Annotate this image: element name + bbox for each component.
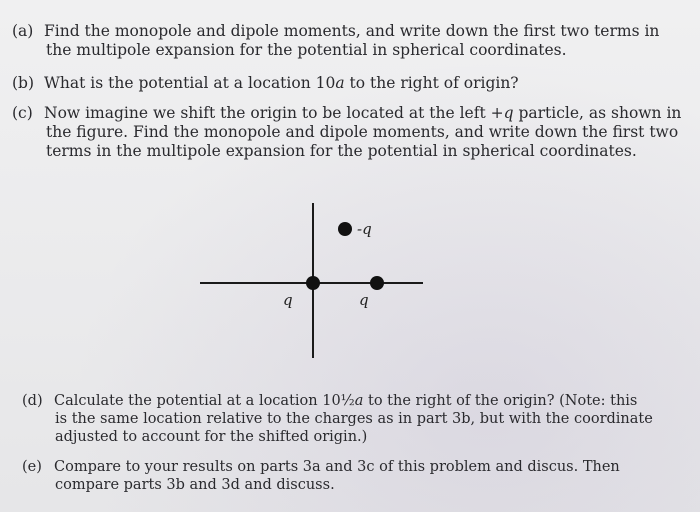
problem-d-var: a: [354, 393, 364, 409]
problem-d-line2: is the same location relative to the charges as in part 3b, but with the coordinate: [55, 411, 653, 427]
problem-b-text-pre: What is the potential at a location 10: [44, 74, 336, 92]
problem-c-var: q: [503, 104, 514, 122]
problem-d-frac: ½: [340, 393, 355, 409]
problem-b-text-post: to the right of origin?: [344, 74, 519, 92]
problem-c-line3: terms in the multipole expansion for the potential in spherical coordinates.: [46, 142, 637, 160]
problem-e-line1: Compare to your results on parts 3a and 3c of this problem and discus. Then: [54, 459, 620, 475]
problem-e-label: (e): [22, 459, 42, 475]
charges-group: [283, 220, 384, 309]
charge-dot-2: [370, 276, 384, 290]
problem-d-line1-post: to the right of the origin? (Note: this: [363, 393, 638, 409]
problem-c-label: (c): [12, 104, 33, 122]
problem-b-var: a: [335, 74, 345, 92]
problem-d-line1-pre: Calculate the potential at a location 10: [54, 393, 341, 409]
charge-dot-0: [338, 222, 352, 236]
problem-e: [22, 458, 682, 494]
problem-a-line2: the multipole expansion for the potential in spherical coordinates.: [46, 41, 567, 59]
problem-c-line1-pre: Now imagine we shift the origin to be located at the left +: [44, 104, 504, 122]
charge-dot-1: [306, 276, 320, 290]
charge-label-1: q: [283, 291, 293, 309]
problem-d-line3: adjusted to account for the shifted origin.): [55, 429, 368, 445]
problem-c-line1-post: particle, as shown in: [513, 104, 682, 122]
problem-d: [22, 392, 682, 446]
problem-a-label: (a): [12, 22, 34, 40]
charge-label-0: -q: [357, 220, 372, 238]
problem-e-line2: compare parts 3b and 3d and discuss.: [55, 477, 335, 493]
problem-a-line1: Find the monopole and dipole moments, and write down the first two terms in: [44, 22, 660, 40]
problem-d-label: (d): [22, 393, 43, 409]
problem-c-line2: the figure. Find the monopole and dipole moments, and write down the first two: [46, 123, 679, 141]
problem-b-label: (b): [12, 74, 35, 92]
charge-label-2: q: [359, 291, 369, 309]
